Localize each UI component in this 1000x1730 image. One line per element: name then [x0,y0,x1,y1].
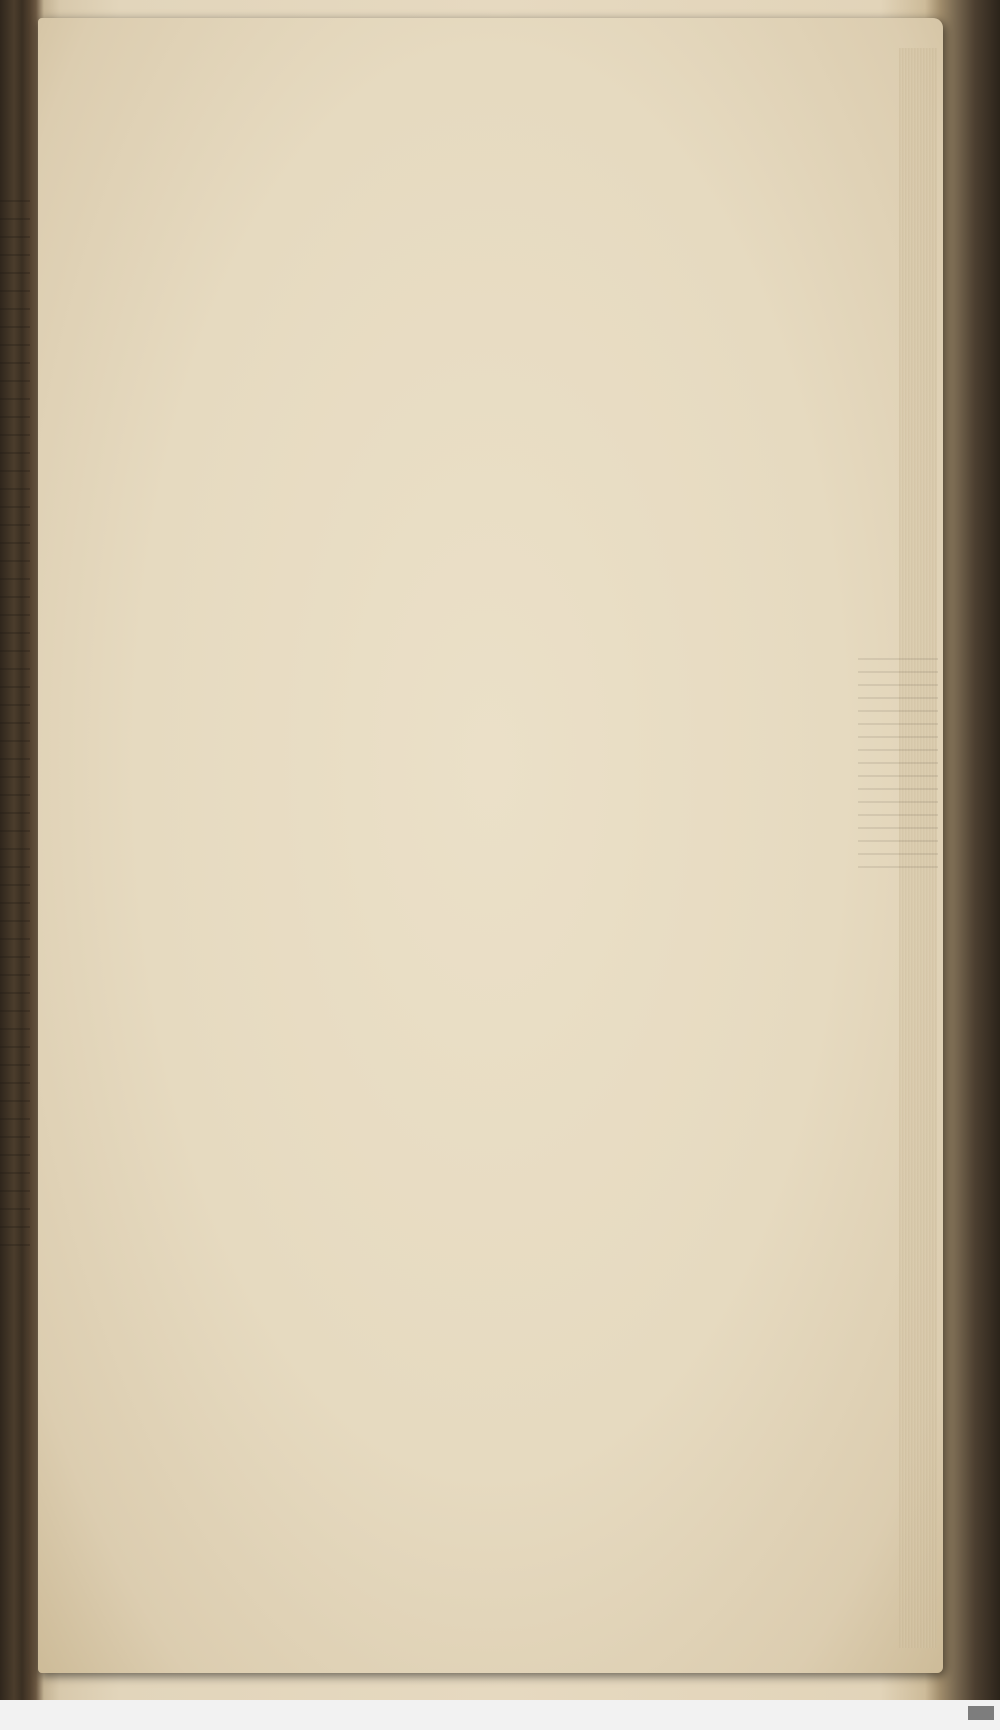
previous-page-edge [0,200,30,1250]
book-page [38,18,943,1673]
dfg-logo [968,1706,994,1720]
digitization-footer [0,1700,1000,1730]
show-through-text [858,658,938,878]
